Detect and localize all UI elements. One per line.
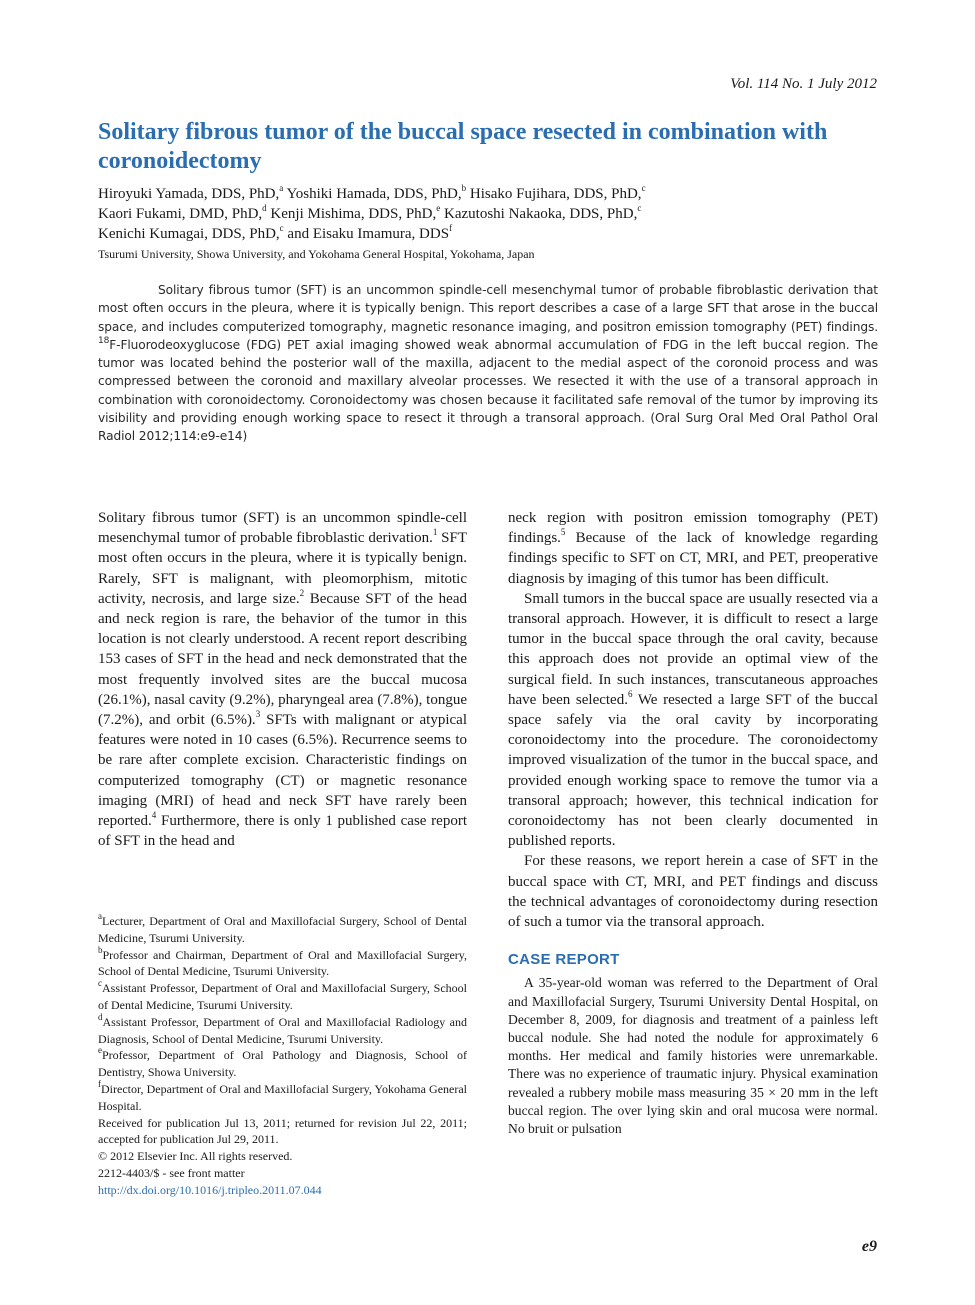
author-name: Kaori Fukami, DMD, PhD,: [98, 206, 263, 222]
section-heading-case-report: CASE REPORT: [508, 951, 620, 969]
author-line: [98, 184, 888, 204]
author-name: Hisako Fujihara, DDS, PhD,: [469, 186, 642, 202]
author-name: Kazutoshi Nakaoka, DDS, PhD,: [444, 206, 638, 222]
isotope-superscript: 18: [98, 335, 110, 346]
journal-info: Vol. 114 No. 1 July 2012: [730, 76, 877, 92]
footnote: $^e$Professor, Department of Oral Pathology and Diagnosis, School of Dentistry, Showa University.: [98, 1045, 467, 1080]
body-paragraph: For these reasons, we report herein a case of SFT in the buccal space with CT, MRI, and PET findings and discuss the technical advantages of coronoidectomy during resection of such a tumor via the transoral approach.: [508, 853, 878, 931]
body-paragraph: neck region with positron emission tomography (PET) findings.$^5$ Because of the lack of knowledge regarding findings specific to SFT on CT, MRI, and PET, preoperative diagnosis by imaging of this tumor has been difficult.: [508, 510, 878, 587]
author-affiliation-mark: f: [449, 223, 453, 233]
author-affiliation-mark: c: [637, 203, 642, 213]
copyright: © 2012 Elsevier Inc. All rights reserved.: [98, 1149, 293, 1164]
affiliation-line: Tsurumi University, Showa University, and Yokohama General Hospital, Yokohama, Japan: [98, 247, 535, 261]
author-name: Eisaku Imamura, DDS: [312, 226, 450, 242]
reference-link[interactable]: 6: [627, 688, 633, 699]
reference-link[interactable]: 5: [560, 527, 566, 538]
author-line: Kenichi Kumagai, DDS, PhD,$^c$ and Eisaku Imamura, DDS$^f$: [98, 223, 453, 242]
author-affiliation-mark: c: [279, 223, 284, 233]
body-paragraph: Small tumors in the buccal space are usually resected via a transoral approach. However, it is difficult to resect a large tumor in the buccal space through the oral cavity, because this approach does not provide an optimal view of the surgical field. In such instances, transcutaneous approaches have been selected.$^6$ We resected a large SFT of the buccal space safely via the oral cavity by incorporating coronoidectomy into the procedure. The coronoidectomy improved visualization of the tumor in the buccal space, and provided enough working space to remove the tumor via a transoral approach; however, this technical indication for coronoidectomy has not been clearly documented in published reports.: [508, 590, 878, 850]
author-affiliation-mark: b: [461, 183, 467, 193]
reference-link[interactable]: 1: [432, 527, 438, 538]
reference-link[interactable]: 3: [255, 709, 261, 720]
left-column: [98, 508, 467, 851]
author-list: [98, 184, 888, 244]
author-name: Yoshiki Hamada, DDS, PhD,: [286, 186, 462, 202]
author-line: [98, 204, 888, 224]
body-paragraph: Solitary fibrous tumor (SFT) is an uncommon spindle-cell mesenchymal tumor of probable fibroblastic derivation.$^1$ SFT most often occurs in the pleura, where it is typically benign. Rarely, SFT is malignant, with pleomorphism, mitotic activity, necrosis, and large size.$^2$ Because SFT of the head and neck region is rare, the behavior of the tumor in this location is not clearly understood. A recent report describing 153 cases of SFT in the head and neck demonstrated that the most frequently involved sites are the buccal mucosa (26.1%), nasal cavity (9.2%), pharyngeal area (7.8%), tongue (7.2%), and orbit (6.5%).$^3$ SFTs with malignant or atypical features were noted in 10 cases (6.5%). Recurrence seems to be rare after complete excision. Characteristic findings on computerized tomography (CT) or magnetic resonance imaging (MRI) of head and neck SFT have rarely been reported.$^4$ Furthermore, there is only 1 published case report of SFT in the head and: [98, 510, 468, 850]
article-title: Solitary fibrous tumor of the buccal space resected in combination with coronoidectomy: [98, 119, 828, 174]
author-affiliation-mark: e: [436, 203, 441, 213]
footnote: $^f$Director, Department of Oral and Maxillofacial Surgery, Yokohama General Hospital.: [98, 1078, 467, 1113]
author-name: Hiroyuki Yamada, DDS, PhD,: [98, 186, 280, 202]
footnote: $^d$Assistant Professor, Department of Oral and Maxillofacial Radiology and Diagnosis, School of Dental Medicine, Tsurumi University.: [98, 1011, 467, 1046]
right-column: [508, 508, 878, 1138]
author-affiliation-mark: a: [279, 183, 284, 193]
footnote: $^b$Professor and Chairman, Department of Oral and Maxillofacial Surgery, School of Dental Medicine, Tsurumi University.: [98, 944, 467, 979]
author-name: Kenji Mishima, DDS, PhD,: [270, 206, 437, 222]
abstract-paragraph: Solitary fibrous tumor (SFT) is an uncommon spindle-cell mesenchymal tumor of probable fibroblastic derivation that most often occurs in the pleura, where it is typically benign. This report describes a case of a large SFT that arose in the buccal space, and includes computerized tomography, magnetic resonance imaging, and positron emission tomography (PET) findings. $^{18}$F-Fluorodeoxyglucose (FDG) PET axial imaging showed weak abnormal accumulation of FDG in the left buccal region. The tumor was located behind the posterior wall of the maxilla, adjacent to the medial aspect of the coronoid process and was compressed between the coronoid and maxillary alveolar processes. We resected it with the use of a transoral approach in combination with coronoidectomy. Coronoidectomy was chosen because it facilitated safe removal of the tumor by improving its visibility and providing enough working space to resect it through a transoral approach. (Oral Surg Oral Med Oral Pathol Oral Radiol 2012;114:e9-e14): [98, 283, 878, 444]
doi-link[interactable]: http://dx.doi.org/10.1016/j.tripleo.2011.07.044: [98, 1182, 322, 1197]
received-dates: Received for publication Jul 13, 2011; returned for revision Jul 22, 2011; accepted for publication Jul 29, 2011.: [98, 1115, 467, 1147]
reference-link[interactable]: 4: [151, 810, 157, 821]
abstract: [98, 281, 878, 446]
reference-link[interactable]: 2: [299, 587, 305, 598]
author-name: Kenichi Kumagai, DDS, PhD,: [98, 226, 280, 242]
page-number: e9: [861, 1238, 877, 1255]
case-report-paragraph: A 35-year-old woman was referred to the Department of Oral and Maxillofacial Surgery, Tsurumi University Dental Hospital, on December 8, 2009, for diagnosis and treatment of a painless left buccal nodule. She had noted the nodule for approximately 6 months. Her medical and family histories were unremarkable. There was no experience of traumatic injury. Physical examination revealed a rubbery mobile mass measuring 35 × 20 mm in the left buccal region. The over lying skin and oral mucosa were normal. No bruit or pulsation: [508, 975, 878, 1137]
issn: 2212-4403/$ - see front matter: [98, 1165, 245, 1180]
author-affiliation-mark: d: [262, 203, 267, 213]
author-affiliation-mark: c: [641, 183, 646, 193]
footnote: $^a$Lecturer, Department of Oral and Maxillofacial Surgery, School of Dental Medicine, Tsurumi University.: [98, 911, 467, 945]
footnote: $^c$Assistant Professor, Department of Oral and Maxillofacial Surgery, School of Dental Medicine, Tsurumi University.: [98, 978, 467, 1012]
footnotes: [98, 913, 467, 1199]
